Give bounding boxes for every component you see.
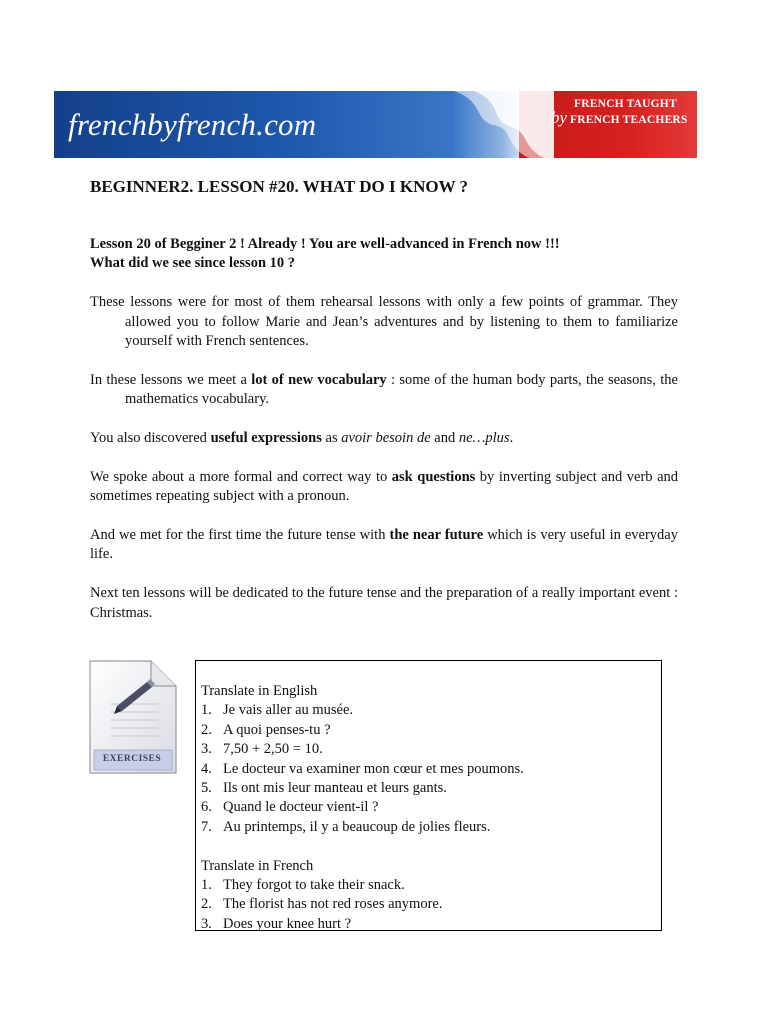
- list-item: [201, 895, 661, 914]
- paragraph-next-lessons: Next ten lessons will be dedicated to the future tense and the preparation of a really important event : Christmas.: [90, 585, 678, 621]
- paragraph-rehearsal: These lessons were for most of them rehearsal lessons with only a few points of grammar. They allowed you to follow Marie and Jean’s adventures and by listening to them to familiarize yourself with French sentences.: [90, 294, 678, 350]
- p3-text-e: and: [430, 430, 459, 447]
- list-item: [201, 876, 661, 895]
- p5-text-a: And we met for the first time the future tense with: [90, 527, 390, 544]
- p2-text-c: : some of the human body parts, the seasons, the mathematics vocabulary.: [125, 371, 678, 408]
- tagline-by: by: [551, 108, 568, 127]
- item-text: Je vais aller au musée.: [223, 702, 354, 719]
- p5-text-c: which is very useful in everyday life.: [90, 527, 678, 563]
- item-text: Le docteur va examiner mon cœur et mes poumons.: [223, 760, 524, 777]
- list-item: [201, 760, 661, 779]
- p4-text-c: by inverting subject and verb and sometimes repeating subject with a pronoun.: [90, 468, 678, 505]
- item-number: 3.: [201, 915, 212, 932]
- item-text: Au printemps, il y a beaucoup de jolies fleurs.: [223, 818, 491, 835]
- intro-line1: Lesson 20 of Begginer 2 ! Already ! You are well-advanced in French now !!!: [90, 236, 560, 252]
- exercises-label: EXERCISES: [102, 754, 162, 764]
- p2-text-a: In these lessons we meet a: [90, 371, 252, 388]
- item-number: 5.: [201, 780, 212, 797]
- list-item: [201, 798, 661, 817]
- p4-bold: ask questions: [391, 468, 476, 485]
- item-number: 1.: [201, 877, 212, 894]
- p3-text-g: .: [509, 430, 514, 447]
- item-number: 2.: [201, 896, 212, 913]
- item-text: The florist has not red roses anymore.: [223, 896, 443, 913]
- p2-bold: lot of new vocabulary: [251, 371, 387, 388]
- p3-italic-2: ne…plus: [458, 430, 510, 447]
- list-item: [201, 740, 661, 759]
- p5-bold: the near future: [389, 527, 484, 544]
- english-list: [201, 701, 661, 837]
- item-number: 7.: [201, 818, 212, 835]
- item-text: Ils ont mis leur manteau et leurs gants.: [223, 780, 447, 797]
- banner-tagline: [551, 97, 697, 127]
- banner-swoosh: [434, 91, 554, 158]
- tagline-line2: FRENCH TEACHERS: [570, 114, 688, 126]
- list-item: [201, 915, 661, 934]
- p3-text-a: You also discovered: [90, 430, 211, 447]
- exercises-box: [195, 660, 662, 931]
- p3-text-c: as: [321, 430, 342, 447]
- list-item: [201, 818, 661, 837]
- lesson-title: BEGINNER2. LESSON #20. WHAT DO I KNOW ?: [90, 177, 469, 196]
- french-heading: Translate in French: [201, 857, 314, 874]
- intro-line2: What did we see since lesson 10 ?: [90, 255, 296, 272]
- english-heading: Translate in English: [201, 683, 318, 699]
- intro-paragraph: [90, 235, 678, 274]
- list-item: [201, 721, 661, 740]
- lesson-content: [90, 235, 678, 642]
- p3-italic-1: avoir besoin de: [341, 430, 431, 447]
- site-banner: [54, 91, 697, 158]
- item-number: 4.: [201, 760, 212, 777]
- item-text: A quoi penses-tu ?: [223, 721, 331, 738]
- item-text: Quand le docteur vient-il ?: [223, 799, 379, 816]
- list-spacer: [201, 837, 661, 856]
- tagline-line2-wrap: [551, 108, 697, 127]
- paragraph-near-future: [90, 526, 678, 565]
- item-text: 7,50 + 2,50 = 10.: [223, 741, 323, 758]
- item-number: 3.: [201, 741, 212, 758]
- p3-bold: useful expressions: [210, 430, 322, 447]
- item-number: 6.: [201, 799, 212, 816]
- tagline-line1: FRENCH TAUGHT: [574, 98, 677, 110]
- p4-text-a: We spoke about a more formal and correct way to: [90, 468, 392, 485]
- item-text: Does your knee hurt ?: [223, 915, 352, 932]
- paragraph-vocabulary: [90, 371, 678, 410]
- item-number: 2.: [201, 721, 212, 738]
- item-number: 1.: [201, 702, 212, 719]
- french-list: [201, 876, 661, 934]
- paragraph-expressions: [90, 429, 678, 448]
- exercises-icon: [89, 660, 177, 774]
- item-text: They forgot to take their snack.: [223, 877, 405, 894]
- list-item: [201, 779, 661, 798]
- site-logo-text: frenchbyfrench.com: [68, 107, 317, 142]
- list-item: [201, 701, 661, 720]
- paragraph-questions: [90, 468, 678, 507]
